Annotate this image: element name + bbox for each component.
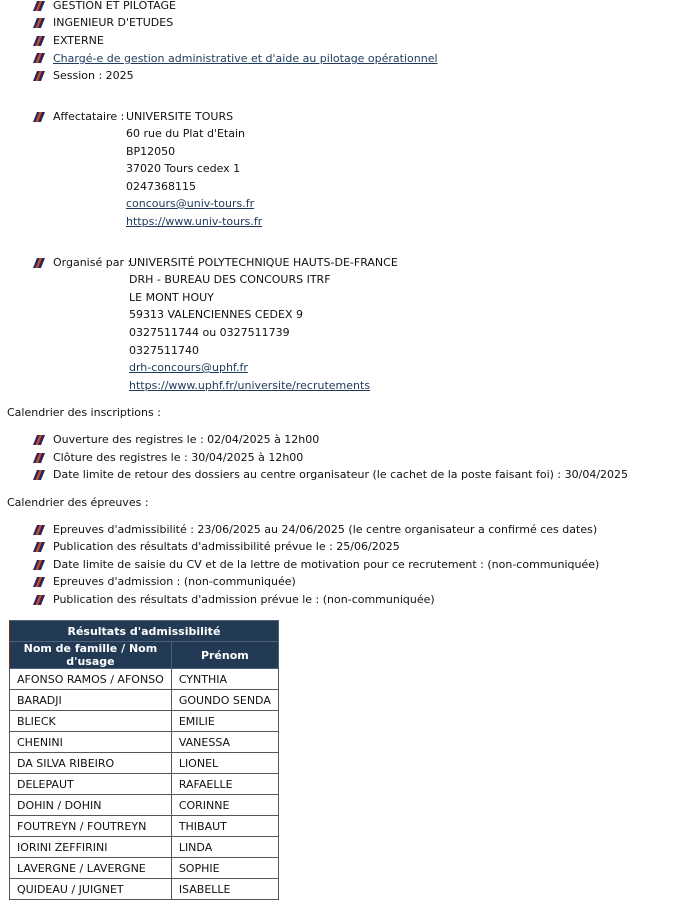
address-line: DRH - BUREAU DES CONCOURS ITRF <box>129 273 331 286</box>
list-item: Epreuves d'admission : (non-communiquée) <box>53 575 296 588</box>
affectataire-label: Affectataire : <box>53 110 125 123</box>
table-row <box>10 753 279 774</box>
cell-firstname: LINDA <box>171 837 278 858</box>
cell-firstname: EMILIE <box>171 711 278 732</box>
pen-bullet-icon <box>33 595 44 605</box>
cell-lastname: CHENINI <box>10 732 172 753</box>
phone-number: 0327511740 <box>129 344 199 357</box>
list-item: Publication des résultats d'admission prévue le : (non-communiquée) <box>53 593 435 606</box>
table-row <box>10 858 279 879</box>
address-line: BP12050 <box>126 145 176 158</box>
list-item: Publication des résultats d'admissibilité prévue le : 25/06/2025 <box>53 540 400 553</box>
cell-lastname: BARADJI <box>10 690 172 711</box>
pen-bullet-icon <box>33 1 44 11</box>
cell-lastname: BLIECK <box>10 711 172 732</box>
affectataire-name: UNIVERSITE TOURS <box>126 110 234 123</box>
cell-firstname: ISABELLE <box>171 879 278 900</box>
address-line: 60 rue du Plat d'Etain <box>126 127 245 140</box>
list-item-text: GESTION ET PILOTAGE <box>53 0 176 12</box>
table-body <box>10 669 279 900</box>
organise-label: Organisé par : <box>53 256 132 269</box>
table-row <box>10 837 279 858</box>
table-row <box>10 795 279 816</box>
pen-bullet-icon <box>33 525 44 535</box>
cell-firstname: CORINNE <box>171 795 278 816</box>
list-item: Date limite de retour des dossiers au centre organisateur (le cachet de la poste faisant foi) : 30/04/2025 <box>53 468 629 481</box>
results-table <box>9 620 279 900</box>
cell-firstname: RAFAELLE <box>171 774 278 795</box>
section-title: Calendrier des épreuves : <box>7 496 149 509</box>
section-title: Calendrier des inscriptions : <box>7 406 161 419</box>
cell-firstname: THIBAUT <box>171 816 278 837</box>
cell-firstname: VANESSA <box>171 732 278 753</box>
table-row <box>10 711 279 732</box>
job-title-link[interactable]: Chargé-e de gestion administrative et d'aide au pilotage opérationnel <box>53 52 438 65</box>
address-line: LE MONT HOUY <box>129 291 214 304</box>
organise-name: UNIVERSITÉ POLYTECHNIQUE HAUTS-DE-FRANCE <box>129 256 398 269</box>
pen-bullet-icon <box>33 36 44 46</box>
pen-bullet-icon <box>33 453 44 463</box>
pen-bullet-icon <box>33 542 44 552</box>
cell-firstname: CYNTHIA <box>171 669 278 690</box>
cell-firstname: SOPHIE <box>171 858 278 879</box>
list-item: Ouverture des registres le : 02/04/2025 à 12h00 <box>53 433 320 446</box>
cell-lastname: DELEPAUT <box>10 774 172 795</box>
phone-number: 0247368115 <box>126 180 196 193</box>
table-caption-row <box>10 621 279 642</box>
cell-firstname: LIONEL <box>171 753 278 774</box>
table-row <box>10 669 279 690</box>
list-item: Clôture des registres le : 30/04/2025 à 12h00 <box>53 451 304 464</box>
website-link[interactable]: https://www.univ-tours.fr <box>126 215 263 228</box>
pen-bullet-icon <box>33 560 44 570</box>
pen-bullet-icon <box>33 435 44 445</box>
pen-bullet-icon <box>33 112 44 122</box>
cell-lastname: LAVERGNE / LAVERGNE <box>10 858 172 879</box>
list-item-text: INGENIEUR D'ETUDES <box>53 16 174 29</box>
table-row <box>10 690 279 711</box>
list-item: Epreuves d'admissibilité : 23/06/2025 au 24/06/2025 (le centre organisateur a confirmé ces dates) <box>53 523 598 536</box>
pen-bullet-icon <box>33 258 44 268</box>
cell-lastname: DOHIN / DOHIN <box>10 795 172 816</box>
cell-lastname: DA SILVA RIBEIRO <box>10 753 172 774</box>
table-row <box>10 879 279 900</box>
table-caption: Résultats d'admissibilité <box>10 621 279 642</box>
cell-lastname: AFONSO RAMOS / AFONSO <box>10 669 172 690</box>
table-header-row <box>10 642 279 669</box>
cell-lastname: IORINI ZEFFIRINI <box>10 837 172 858</box>
pen-bullet-icon <box>33 470 44 480</box>
table-row <box>10 732 279 753</box>
column-header-firstname: Prénom <box>171 642 278 669</box>
pen-bullet-icon <box>33 18 44 28</box>
phone-number: 0327511744 ou 0327511739 <box>129 326 290 339</box>
email-link[interactable]: drh-concours@uphf.fr <box>129 361 248 374</box>
column-header-name: Nom de famille / Nom d'usage <box>10 642 172 669</box>
pen-bullet-icon <box>33 71 44 81</box>
table-row <box>10 816 279 837</box>
pen-bullet-icon <box>33 577 44 587</box>
table-row <box>10 774 279 795</box>
address-line: 59313 VALENCIENNES CEDEX 9 <box>129 308 303 321</box>
address-line: 37020 Tours cedex 1 <box>126 162 241 175</box>
cell-lastname: FOUTREYN / FOUTREYN <box>10 816 172 837</box>
pen-bullet-icon <box>33 53 44 63</box>
list-item: Date limite de saisie du CV et de la lettre de motivation pour ce recrutement : (non-communiquée) <box>53 558 600 571</box>
list-item-text: EXTERNE <box>53 34 104 47</box>
cell-firstname: GOUNDO SENDA <box>171 690 278 711</box>
list-item-text: Session : 2025 <box>53 69 134 82</box>
cell-lastname: QUIDEAU / JUIGNET <box>10 879 172 900</box>
email-link[interactable]: concours@univ-tours.fr <box>126 197 255 210</box>
website-link[interactable]: https://www.uphf.fr/universite/recrutements <box>129 379 371 392</box>
